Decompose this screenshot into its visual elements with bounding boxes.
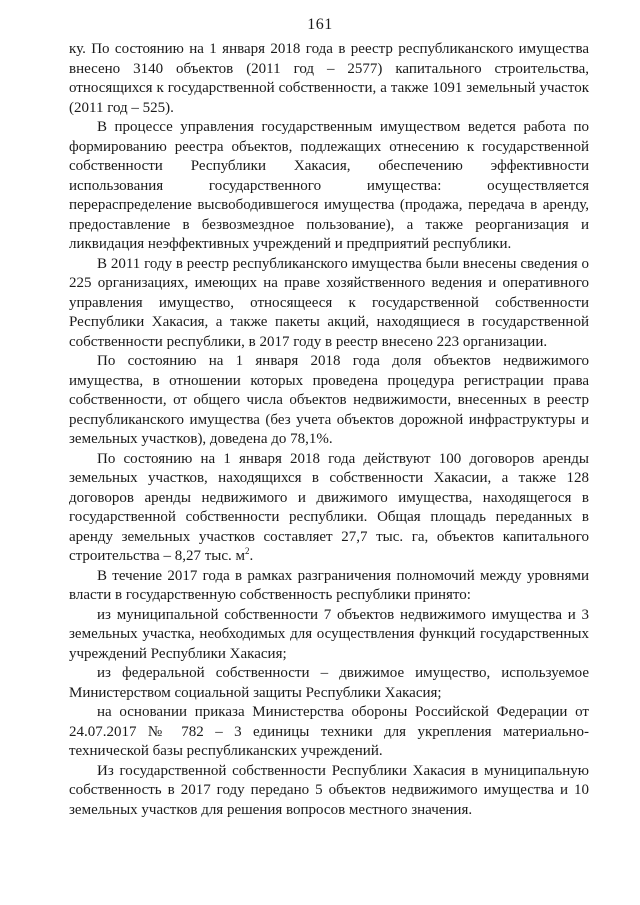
superscript-2: 2 [245, 546, 250, 556]
paragraph-8: из федеральной собственности – движимое имущество, используемое Министерством социальной защиты Республики Хакасия; [69, 665, 589, 701]
paragraph-1: ку. По состоянию на 1 января 2018 года в реестр республиканского имущества внесено 3140 объектов (2011 год – 2577) капитального строительства, относящихся к государственной собственности, а также 1091 земельный участок (2011 год – 525). [69, 41, 589, 116]
paragraph-3: В 2011 году в реестр республиканского имущества были внесены сведения о 225 организациях, имеющих на праве хозяйственного ведения и оперативного управления имущество, относящееся к государственной собственности Республики Хакасия, а также пакеты акций, находящиеся в государственной собственности республики, в 2017 году в реестр внесено 223 организации. [69, 255, 589, 350]
paragraph-6: В течение 2017 года в рамках разграничения полномочий между уровнями власти в государственную собственность республики принято: [69, 567, 589, 603]
paragraph-5-tail: . [249, 548, 254, 564]
paragraph-9: на основании приказа Министерства обороны Российской Федерации от 24.07.2017 № 782 – 3 единицы техники для укрепления материально-технической базы республиканских учреждений. [69, 704, 589, 759]
paragraph-5-text: По состоянию на 1 января 2018 года действуют 100 договоров аренды земельных участков, находящихся в собственности Хакасии, а также 128 договоров аренды недвижимого и движимого имущества, находящегося в государственной собственности республики. Общая площадь переданных в аренду земельных участков составляет 27,7 тыс. га, объектов капитального строительства – 8,27 тыс. м [69, 450, 589, 564]
body-text [69, 40, 589, 820]
paragraph-10: Из государственной собственности Республики Хакасия в муниципальную собственность в 2017 году передано 5 объектов недвижимого имущества и 10 земельных участков для решения вопросов местного значения. [69, 762, 589, 818]
paragraph-7: из муниципальной собственности 7 объектов недвижимого имущества и 3 земельных участка, необходимых для осуществления функций государственных учреждений Республики Хакасия; [69, 606, 589, 662]
paragraph-2: В процессе управления государственным имуществом ведется работа по формированию реестра объектов, подлежащих отнесению к государственной собственности Республики Хакасия, обеспечению эффективности использования государственного имущества: осуществляется перераспределение высвободившегося имущества (продажа, передача в аренду, предоставление в безвозмездное пользование), а также реорганизация и ликвидация неэффективных учреждений и предприятий республики. [69, 119, 589, 252]
paragraph-5 [69, 450, 589, 567]
page-number: 161 [307, 16, 333, 33]
paragraph-4: По состоянию на 1 января 2018 года доля объектов недвижимого имущества, в отношении которых проведена процедура регистрации права собственности, от общего числа объектов недвижимости, внесенных в реестр республиканского имущества (без учета объектов дорожной инфраструктуры и земельных участков), доведена до 78,1%. [69, 353, 589, 447]
